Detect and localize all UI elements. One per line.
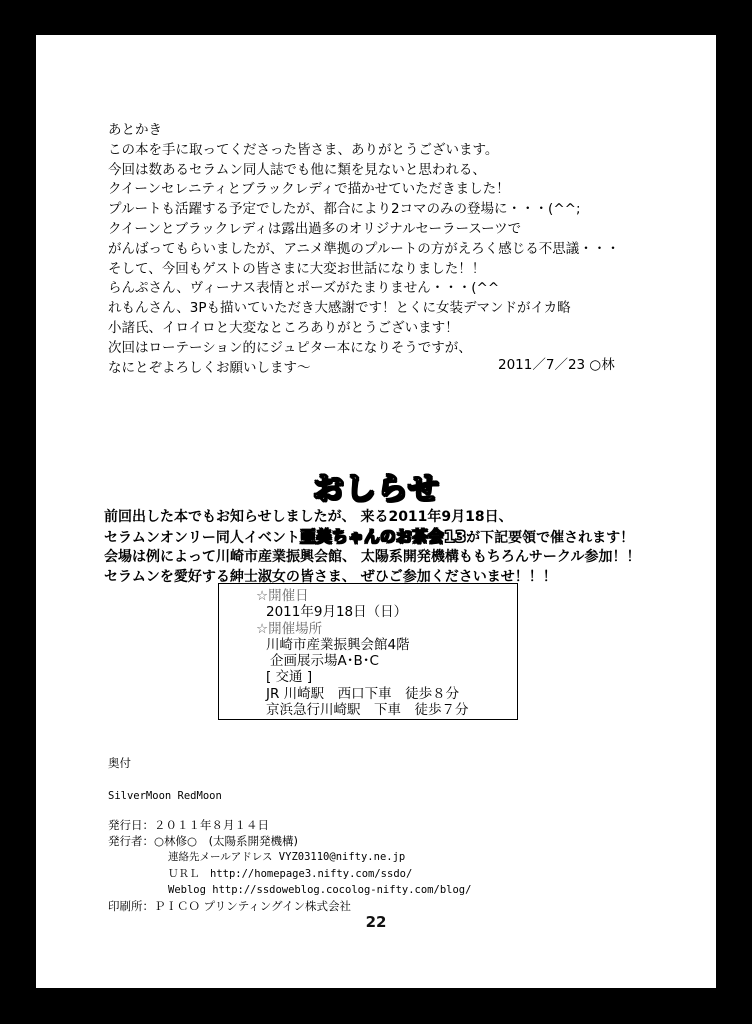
afterword-line: クイーンセレニティとブラックレディで描かせていただきました！ <box>108 181 510 198</box>
notice-title: おしらせ <box>312 471 440 507</box>
afterword-line: なにとぞよろしくお願いします～ <box>108 359 311 376</box>
afterword-line: クイーンとブラックレディは露出過多のオリジナルセーラースーツで <box>108 220 522 237</box>
afterword-line: らんぷさん、ヴィーナス表情とポーズがたまりません・・・(^^ <box>108 280 500 297</box>
afterword-line: がんばってもらいましたが、アニメ準拠のプルートの方がえろく感じる不思議・・・ <box>108 240 620 257</box>
publisher: 発行者：○林修○ (太陽系開発機構) <box>108 834 299 849</box>
event-info-box <box>218 583 518 720</box>
venue-label: ☆開催場所 <box>256 620 323 637</box>
transport-jr: JR 川崎駅 西口下車 徒歩８分 <box>266 685 460 702</box>
issue-date: 発行日：２０１１年８月１４日 <box>108 818 269 832</box>
colophon-title: 奥付 <box>108 756 131 770</box>
venue-value: 川崎市産業振興会館4階 <box>266 636 410 653</box>
page-number: 22 <box>365 913 387 931</box>
afterword-signature: 2011／7／23 ○林 <box>498 357 615 373</box>
printer: 印刷所：ＰＩＣＯ プリンティングイン株式会社 <box>108 898 351 913</box>
transport-label: [ 交通 ] <box>266 669 313 686</box>
afterword-line: そして、今回もゲストの皆さまに大変お世話になりました！！ <box>108 260 486 277</box>
event-name: 亜美ちゃんのお茶会13 <box>299 527 467 546</box>
afterword-line: 次回はローテーション的にジュピター本になりそうですが、 <box>108 339 472 356</box>
brand-name: SilverMoon RedMoon <box>108 790 222 802</box>
website-url: ＵＲＬ http://homepage3.nifty.com/ssdo/ <box>168 867 413 880</box>
notice-line: 会場は例によって川崎市産業振興会館、 太陽系開発機構ももちろんサークル参加！！ <box>104 549 641 565</box>
afterword-heading: あとかき <box>108 122 162 138</box>
date-label: ☆開催日 <box>256 588 309 604</box>
afterword-line: プルートも活躍する予定でしたが、都合により2コマのみの登場に・・・(^^; <box>108 201 581 218</box>
weblog-url: Weblog http://ssdoweblog.cocolog-nifty.com/blog/ <box>168 883 472 896</box>
notice-text <box>104 507 640 587</box>
notice-line-text: セラムンオンリー同人イベント <box>104 530 300 546</box>
afterword-line: れもんさん、3Pも描いていただき大感謝です！とくに女装デマンドがイカ略 <box>108 300 571 317</box>
transport-keikyu: 京浜急行川崎駅 下車 徒歩７分 <box>266 702 469 719</box>
afterword-section <box>108 121 620 378</box>
notice-line: 前回出した本でもお知らせしましたが、 来る2011年9月18日、 <box>104 509 513 525</box>
contact-email: 連絡先メールアドレス VYZ03110@nifty.ne.jp <box>168 851 406 864</box>
document-page <box>36 35 716 988</box>
date-value: 2011年9月18日（日） <box>266 604 408 621</box>
afterword-line: この本を手に取ってくださった皆さま、ありがとうございます。 <box>108 141 499 158</box>
venue-room: 企画展示場A･B･C <box>270 653 379 670</box>
afterword-line: 小諸氏、イロイロと大変なところありがとうございます！ <box>108 319 459 336</box>
afterword-line: 今回は数あるセラムン同人誌でも他に類を見ないと思われる、 <box>108 161 486 178</box>
notice-line-text: が下記要領で催されます！ <box>466 530 635 546</box>
notice-line: セラムンを愛好する紳士淑女の皆さま、 ぜひご参加くださいませ！！！ <box>104 569 557 585</box>
notice-line <box>104 527 640 547</box>
